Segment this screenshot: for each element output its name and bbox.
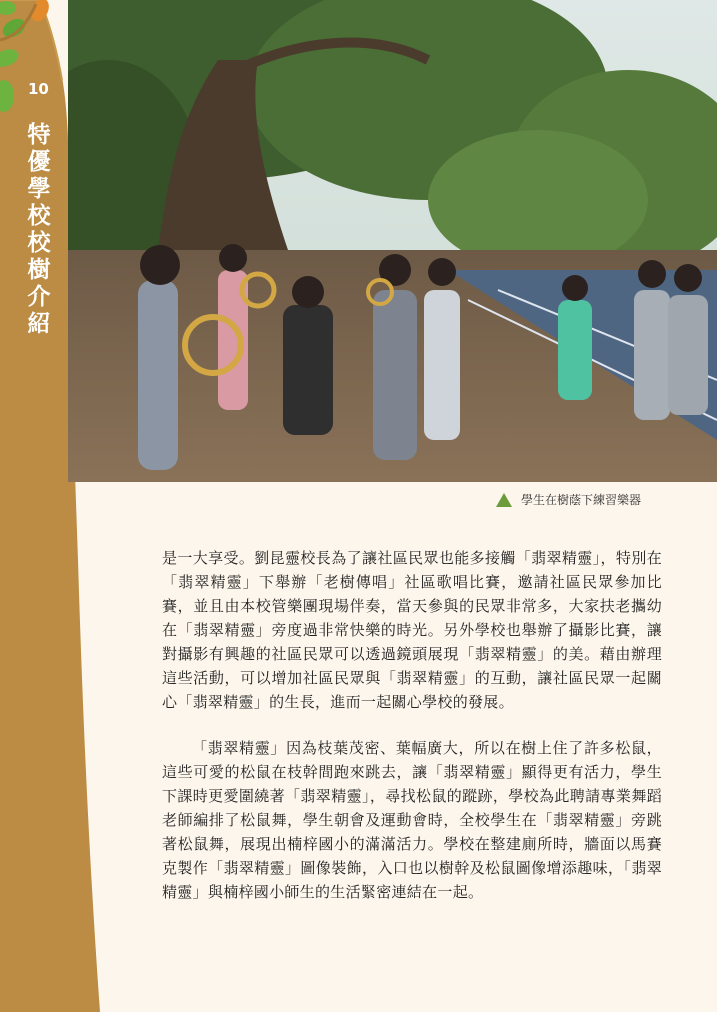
photo-students-practicing [68,0,717,482]
article-paragraph: 「翡翠精靈」因為枝葉茂密、葉幅廣大，所以在樹上住了許多松鼠，這些可愛的松鼠在枝幹間跑來跳去，讓「翡翠精靈」顯得更有活力，學生下課時更愛圍繞著「翡翠精靈」，尋找松鼠的蹤跡，學校為此聘請專業舞蹈老師編排了松鼠舞，學生朝會及運動會時，全校學生在「翡翠精靈」旁跳著松鼠舞，展現出楠梓國小的滿滿活力。學校在整建廁所時，牆面以馬賽克製作「翡翠精靈」圖像裝飾，入口也以樹幹及松鼠圖像增添趣味，「翡翠精靈」與楠梓國小師生的生活緊密連結在一起。 [162,739,662,901]
triangle-bullet-icon [496,493,512,507]
page-number: 10 [28,80,49,98]
caption-text: 學生在樹蔭下練習樂器 [521,493,642,507]
photo-caption [496,491,641,508]
article-body [162,546,662,926]
article-paragraph: 是一大享受。劉昆靈校長為了讓社區民眾也能多接觸「翡翠精靈」，特別在「翡翠精靈」下舉辦「老樹傳唱」社區歌唱比賽，邀請社區民眾參加比賽，並且由本校管樂團現場伴奏，當天參與的民眾非常多，大家扶老攜幼在「翡翠精靈」旁度過非常快樂的時光。另外學校也舉辦了攝影比賽，讓對攝影有興趣的社區民眾可以透過鏡頭展現「翡翠精靈」的美。藉由辦理這些活動，可以增加社區民眾與「翡翠精靈」的互動，讓社區民眾一起關心「翡翠精靈」的生長，進而一起關心學校的發展。 [162,549,662,711]
photo-illustration [68,0,717,482]
section-title: 特優學校校樹介紹 [27,122,51,337]
